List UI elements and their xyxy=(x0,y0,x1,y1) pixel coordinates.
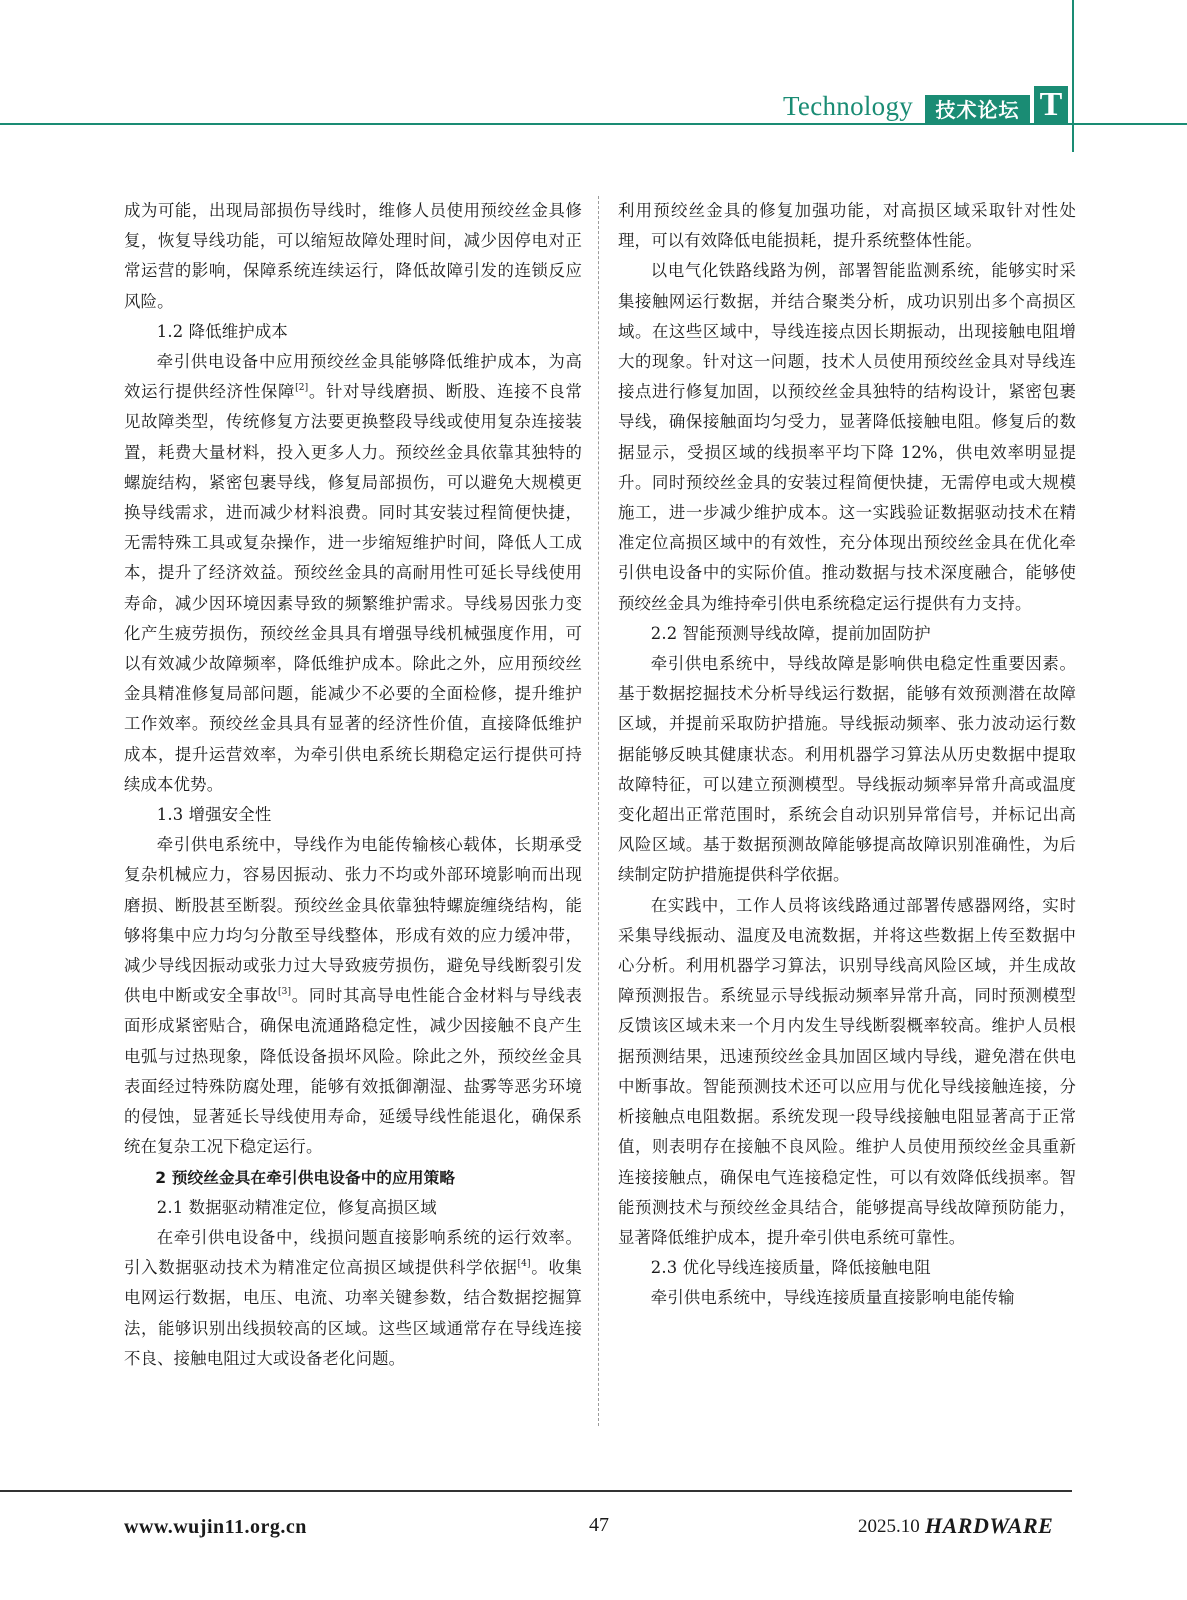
paragraph: 牵引供电系统中，导线连接质量直接影响电能传输 xyxy=(650,1288,1015,1308)
footer-rule xyxy=(0,1490,1072,1492)
paragraph: 成为可能，出现局部损伤导线时，维修人员使用预绞丝金具修复，恢复导线功能，可以缩短故障处理时间，减少因停电对正常运营的影响，保障系统连续运行，降低故障引发的连锁反应风险。 xyxy=(124,201,582,311)
right-column xyxy=(618,196,1076,1314)
paragraph: 在实践中，工作人员将该线路通过部署传感器网络，实时采集导线振动、温度及电流数据，并将这些数据上传至数据中心分析。利用机器学习算法，识别导线高风险区域，并生成故障预测报告。系统显示导线振动频率异常升高，同时预测模型反馈该区域未来一个月内发生导线断裂概率较高。维护人员根据预测结果，迅速预绞丝金具加固区域内导线，避免潜在供电中断事故。智能预测技术还可以应用与优化导线接触连接，分析接触点电阻数据。系统发现一段导线接触电阻显著高于正常值，则表明存在接触不良风险。维护人员使用预绞丝金具重新连接接触点，确保电气连接稳定性，可以有效降低线损率。智能预测技术与预绞丝金具结合，能够提高导线故障预防能力，显著降低维护成本，提升牵引供电系统可靠性。 xyxy=(618,895,1076,1247)
section-logo-letter: T xyxy=(1034,86,1068,124)
paragraph: 牵引供电系统中，导线作为电能传输核心载体，长期承受复杂机械应力，容易因振动、张力不均或外部环境影响而出现磨损、断股甚至断裂。预绞丝金具依靠独特螺旋缠绕结构，能够将集中应力均匀分散至导线整体，形成有效的应力缓冲带，减少导线因振动或张力过大导致疲劳损伤，避免导线断裂引发供电中断或安全事故[3]。同时其高导电性能合金材料与导线表面形成紧密贴合，确保电流通路稳定性，减少因接触不良产生电弧与过热现象，降低设备损坏风险。除此之外，预绞丝金具表面经过特殊防腐处理，能够有效抵御潮湿、盐雾等恶劣环境的侵蚀，显著延长导线使用寿命，延缓导线性能退化，确保系统在复杂工况下稳定运行。 xyxy=(124,835,582,1157)
paragraph: 利用预绞丝金具的修复加强功能，对高损区域采取针对性处理，可以有效降低电能损耗，提升系统整体性能。 xyxy=(618,201,1076,251)
column-divider xyxy=(598,196,599,1426)
section-title-cn: 技术论坛 xyxy=(925,95,1030,125)
subsection-heading: 2.1 数据驱动精准定位，修复高损区域 xyxy=(156,1197,437,1217)
subsection-heading: 1.3 增强安全性 xyxy=(156,805,272,825)
subsection-heading: 1.2 降低维护成本 xyxy=(156,321,288,341)
paragraph: 牵引供电设备中应用预绞丝金具能够降低维护成本，为高效运行提供经济性保障[2]。针对导线磨损、断股、连接不良常见故障类型，传统修复方法要更换整段导线或使用复杂连接装置，耗费大量材料，投入更多人力。预绞丝金具依靠其独特的螺旋结构，紧密包裹导线，修复局部损伤，可以避免大规模更换导线需求，进而减少材料浪费。同时其安装过程简便快捷，无需特殊工具或复杂操作，进一步缩短维护时间，降低人工成本，提升了经济效益。预绞丝金具的高耐用性可延长导线使用寿命，减少因环境因素导致的频繁维护需求。导线易因张力变化产生疲劳损伤，预绞丝金具具有增强导线机械强度作用，可以有效减少故障频率，降低维护成本。除此之外，应用预绞丝金具精准修复局部问题，能减少不必要的全面检修，提升维护工作效率。预绞丝金具具有显著的经济性价值，直接降低维护成本，提升运营效率，为牵引供电系统长期稳定运行提供可持续成本优势。 xyxy=(124,352,582,794)
citation-ref: [4] xyxy=(517,1259,531,1270)
paragraph: 以电气化铁路线路为例，部署智能监测系统，能够实时采集接触网运行数据，并结合聚类分析，成功识别出多个高损区域。在这些区域中，导线连接点因长期振动，出现接触电阻增大的现象。针对这一问题，技术人员使用预绞丝金具对导线连接点进行修复加固，以预绞丝金具独特的结构设计，紧密包裹导线，确保接触面均匀受力，显著降低接触电阻。修复后的数据显示，受损区域的线损率平均下降 12%，供电效率明显提升。同时预绞丝金具的安装过程简便快捷，无需停电或大规模施工，进一步减少维护成本。这一实践验证数据驱动技术在精准定位高损区域中的有效性，充分体现出预绞丝金具在优化牵引供电设备中的实际价值。推动数据与技术深度融合，能够使预绞丝金具为维持牵引供电系统稳定运行提供有力支持。 xyxy=(618,261,1076,613)
header-vertical-rule xyxy=(1072,0,1074,152)
issue-date: 2025.10 xyxy=(858,1516,920,1537)
citation-ref: [3] xyxy=(277,987,292,998)
section-heading: 2 预绞丝金具在牵引供电设备中的应用策略 xyxy=(155,1168,456,1187)
footer-url: www.wujin11.org.cn xyxy=(124,1516,307,1538)
magazine-name: HARDWARE xyxy=(925,1513,1054,1538)
left-column xyxy=(124,196,582,1374)
subsection-heading: 2.3 优化导线连接质量，降低接触电阻 xyxy=(650,1258,931,1278)
paragraph: 在牵引供电设备中，线损问题直接影响系统的运行效率。引入数据驱动技术为精准定位高损区域提供科学依据[4]。收集电网运行数据，电压、电流、功率关键参数，结合数据挖掘算法，能够识别出线损较高的区域。这些区域通常存在导线连接不良、接触电阻过大或设备老化问题。 xyxy=(124,1227,582,1368)
citation-ref: [2] xyxy=(295,383,309,394)
paragraph: 牵引供电系统中，导线故障是影响供电稳定性重要因素。基于数据挖掘技术分析导线运行数据，能够有效预测潜在故障区域，并提前采取防护措施。导线振动频率、张力波动运行数据能够反映其健康状态。利用机器学习算法从历史数据中提取故障特征，可以建立预测模型。导线振动频率异常升高或温度变化超出正常范围时，系统会自动识别异常信号，并标记出高风险区域。基于数据预测故障能够提高故障识别准确性，为后续制定防护措施提供科学依据。 xyxy=(618,654,1076,885)
page-number: 47 xyxy=(589,1514,609,1536)
subsection-heading: 2.2 智能预测导线故障，提前加固防护 xyxy=(650,623,931,643)
section-title-en: Technology xyxy=(783,91,914,121)
